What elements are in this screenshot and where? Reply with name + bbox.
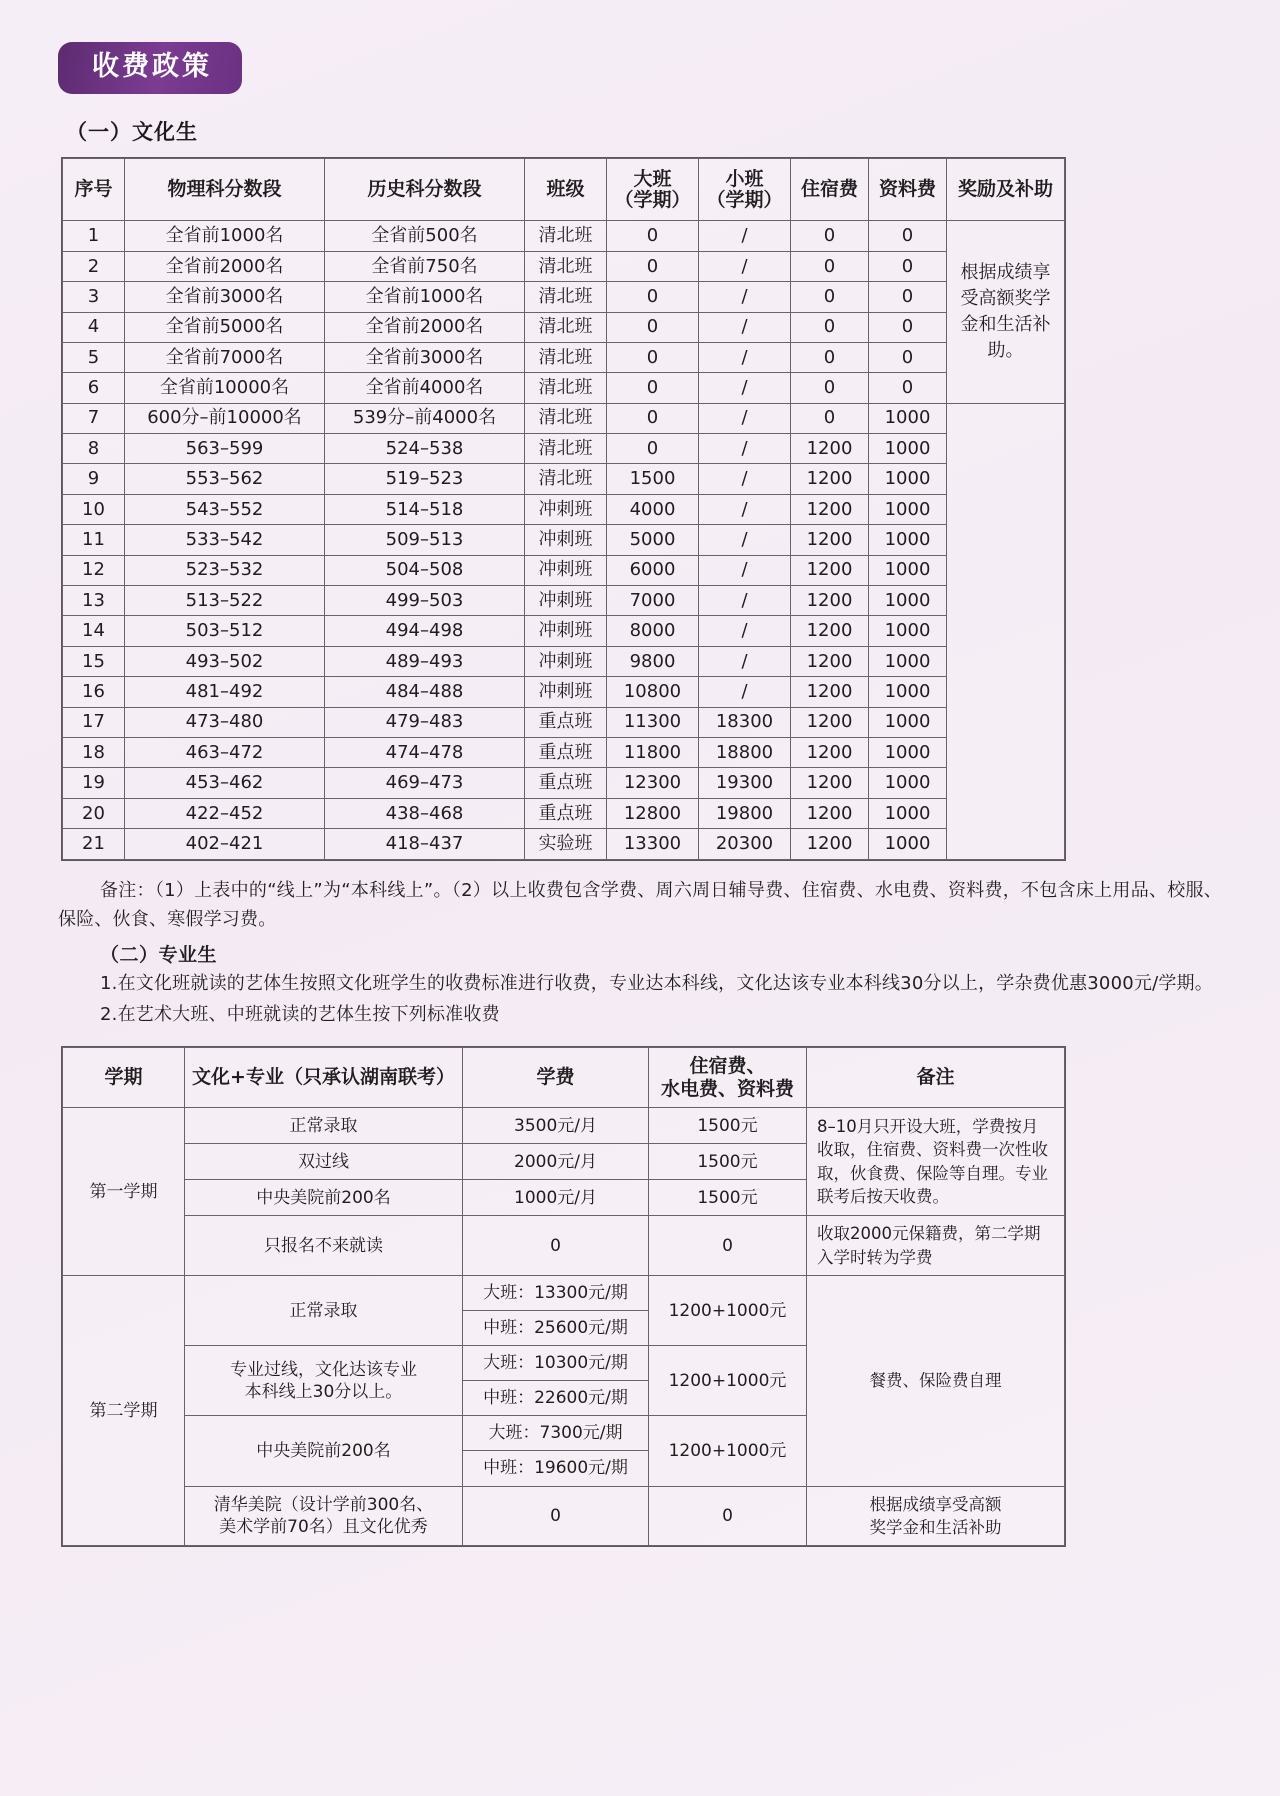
cell-big-class: 12800 bbox=[607, 798, 699, 828]
cell-material-fee: 1000 bbox=[869, 707, 947, 737]
cell-physics: 453–462 bbox=[125, 768, 325, 798]
cell-tuition-big-class: 大班：10300元/期 bbox=[463, 1346, 648, 1381]
cell-small-class: 19800 bbox=[699, 798, 791, 828]
cell-material-fee: 0 bbox=[869, 373, 947, 403]
table-row bbox=[63, 1108, 1065, 1144]
cell-remark-line2: 奖学金和生活补助 bbox=[869, 1518, 1002, 1537]
cell-material-fee: 0 bbox=[869, 342, 947, 372]
cell-big-class: 5000 bbox=[607, 525, 699, 555]
cell-dorm-fee: 1200 bbox=[791, 646, 869, 676]
cell-big-class: 10800 bbox=[607, 677, 699, 707]
cell-history: 全省前3000名 bbox=[325, 342, 525, 372]
cell-small-class: / bbox=[699, 312, 791, 342]
cell-condition: 中央美院前200名 bbox=[185, 1180, 463, 1216]
cell-small-class: / bbox=[699, 373, 791, 403]
cell-no: 2 bbox=[63, 251, 125, 281]
cell-big-class: 0 bbox=[607, 251, 699, 281]
cell-small-class: 18800 bbox=[699, 737, 791, 767]
col-header-small-class-line2: （学期） bbox=[706, 188, 783, 211]
cell-dorm-fee: 0 bbox=[791, 373, 869, 403]
section-badge: 收费政策 bbox=[58, 42, 242, 94]
cell-small-class: 18300 bbox=[699, 707, 791, 737]
cell-physics: 全省前1000名 bbox=[125, 221, 325, 251]
cell-physics: 全省前10000名 bbox=[125, 373, 325, 403]
cell-class: 清北班 bbox=[525, 282, 607, 312]
cell-no: 10 bbox=[63, 494, 125, 524]
table-row bbox=[63, 646, 1065, 676]
cell-history: 524–538 bbox=[325, 434, 525, 464]
cell-history: 全省前500名 bbox=[325, 221, 525, 251]
cell-reward-empty bbox=[947, 403, 1065, 859]
cell-tuition-split bbox=[463, 1416, 649, 1486]
cell-condition-line2: 美术学前70名）且文化优秀 bbox=[219, 1517, 428, 1537]
cell-class: 冲刺班 bbox=[525, 525, 607, 555]
table-row bbox=[63, 737, 1065, 767]
table-row bbox=[63, 282, 1065, 312]
cell-no: 5 bbox=[63, 342, 125, 372]
cell-class: 重点班 bbox=[525, 737, 607, 767]
cell-tuition-big-class: 大班：7300元/期 bbox=[463, 1416, 648, 1451]
cell-remark-first-term: 8–10月只开设大班，学费按月收取，住宿费、资料费一次性收取，伙食费、保险等自理。专业联考后按天收费。 bbox=[807, 1108, 1065, 1216]
cell-dorm-fee: 1200 bbox=[791, 768, 869, 798]
cell-dorm-fee: 0 bbox=[791, 403, 869, 433]
cell-physics: 402–421 bbox=[125, 829, 325, 859]
cell-dorm-fee: 1200 bbox=[791, 616, 869, 646]
cell-small-class: / bbox=[699, 494, 791, 524]
cell-lodging: 1200+1000元 bbox=[649, 1416, 807, 1486]
cell-lodging: 1200+1000元 bbox=[649, 1346, 807, 1416]
col-header-reward: 奖励及补助 bbox=[947, 159, 1065, 221]
cell-small-class: 19300 bbox=[699, 768, 791, 798]
cell-small-class: / bbox=[699, 525, 791, 555]
cell-history: 469–473 bbox=[325, 768, 525, 798]
cell-class: 清北班 bbox=[525, 464, 607, 494]
subsection-heading-major: （二）专业生 bbox=[100, 943, 218, 966]
table-row bbox=[63, 616, 1065, 646]
cell-condition bbox=[185, 1486, 463, 1546]
col-header-big-class-line1: 大班 bbox=[633, 167, 672, 190]
cell-material-fee: 1000 bbox=[869, 768, 947, 798]
cell-class: 实验班 bbox=[525, 829, 607, 859]
cell-no: 9 bbox=[63, 464, 125, 494]
cell-dorm-fee: 1200 bbox=[791, 586, 869, 616]
cell-big-class: 8000 bbox=[607, 616, 699, 646]
cell-class: 冲刺班 bbox=[525, 555, 607, 585]
cell-no: 19 bbox=[63, 768, 125, 798]
cell-physics: 全省前2000名 bbox=[125, 251, 325, 281]
col-header-lodging-line1: 住宿费、 bbox=[689, 1054, 766, 1077]
section-badge-wrap bbox=[58, 0, 1222, 94]
cell-class: 清北班 bbox=[525, 373, 607, 403]
cell-no: 20 bbox=[63, 798, 125, 828]
cell-class: 冲刺班 bbox=[525, 586, 607, 616]
col-header-no: 序号 bbox=[63, 159, 125, 221]
cell-history: 474–478 bbox=[325, 737, 525, 767]
cell-material-fee: 1000 bbox=[869, 403, 947, 433]
cell-no: 1 bbox=[63, 221, 125, 251]
cell-physics: 473–480 bbox=[125, 707, 325, 737]
table-row bbox=[63, 434, 1065, 464]
col-header-physics: 物理科分数段 bbox=[125, 159, 325, 221]
cell-dorm-fee: 0 bbox=[791, 221, 869, 251]
col-header-remark: 备注 bbox=[807, 1048, 1065, 1108]
cell-big-class: 0 bbox=[607, 342, 699, 372]
cell-history: 全省前4000名 bbox=[325, 373, 525, 403]
cell-small-class: / bbox=[699, 251, 791, 281]
cell-condition-line1: 清华美院（设计学前300名、 bbox=[213, 1494, 434, 1515]
cell-remark-deposit: 收取2000元保籍费，第二学期入学时转为学费 bbox=[807, 1216, 1065, 1276]
cell-physics: 503–512 bbox=[125, 616, 325, 646]
cell-history: 509–513 bbox=[325, 525, 525, 555]
table-row bbox=[63, 1216, 1065, 1276]
cell-big-class: 0 bbox=[607, 434, 699, 464]
cell-condition-line2: 本科线上30分以上。 bbox=[244, 1381, 403, 1402]
cell-no: 13 bbox=[63, 586, 125, 616]
cell-physics: 493–502 bbox=[125, 646, 325, 676]
cell-material-fee: 1000 bbox=[869, 616, 947, 646]
cell-tuition: 1000元/月 bbox=[463, 1180, 649, 1216]
col-header-small-class-line1: 小班 bbox=[725, 167, 764, 190]
note-item-2: 2.在艺术大班、中班就读的艺体生按下列标准收费 bbox=[100, 1004, 500, 1026]
col-header-big-class-line2: （学期） bbox=[614, 188, 691, 211]
note-item-1: 1.在文化班就读的艺体生按照文化班学生的收费标准进行收费，专业达本科线，文化达该专业本科线30分以上，学杂费优惠3000元/学期。 bbox=[100, 972, 1213, 994]
table-row bbox=[63, 373, 1065, 403]
cell-physics: 481–492 bbox=[125, 677, 325, 707]
cell-small-class: 20300 bbox=[699, 829, 791, 859]
cell-history: 494–498 bbox=[325, 616, 525, 646]
cell-no: 14 bbox=[63, 616, 125, 646]
cell-no: 11 bbox=[63, 525, 125, 555]
table-row bbox=[63, 221, 1065, 251]
cell-material-fee: 1000 bbox=[869, 464, 947, 494]
cell-big-class: 1500 bbox=[607, 464, 699, 494]
cell-no: 4 bbox=[63, 312, 125, 342]
cell-history: 489–493 bbox=[325, 646, 525, 676]
table-row bbox=[63, 403, 1065, 433]
cell-history: 499–503 bbox=[325, 586, 525, 616]
cell-physics: 553–562 bbox=[125, 464, 325, 494]
cell-class: 清北班 bbox=[525, 251, 607, 281]
remark-paragraph: 备注：（1）上表中的“线上”为“本科线上”。（2）以上收费包含学费、周六周日辅导费、住宿费、水电费、资料费，不包含床上用品、校服、保险、伙食、寒假学习费。 bbox=[58, 879, 1222, 930]
cell-no: 8 bbox=[63, 434, 125, 464]
cell-dorm-fee: 0 bbox=[791, 251, 869, 281]
cell-condition: 中央美院前200名 bbox=[185, 1416, 463, 1486]
col-header-dorm-fee: 住宿费 bbox=[791, 159, 869, 221]
cell-remark-line1: 根据成绩享受高额 bbox=[869, 1494, 1002, 1514]
cell-lodging: 1500元 bbox=[649, 1108, 807, 1144]
cell-dorm-fee: 1200 bbox=[791, 464, 869, 494]
cell-small-class: / bbox=[699, 586, 791, 616]
col-header-material-fee: 资料费 bbox=[869, 159, 947, 221]
cell-tuition: 0 bbox=[463, 1216, 649, 1276]
cell-small-class: / bbox=[699, 646, 791, 676]
cell-small-class: / bbox=[699, 403, 791, 433]
cell-dorm-fee: 1200 bbox=[791, 707, 869, 737]
cell-material-fee: 1000 bbox=[869, 586, 947, 616]
col-header-term: 学期 bbox=[63, 1048, 185, 1108]
cell-lodging: 1500元 bbox=[649, 1144, 807, 1180]
cell-condition: 正常录取 bbox=[185, 1276, 463, 1346]
cell-material-fee: 0 bbox=[869, 251, 947, 281]
cell-condition bbox=[185, 1346, 463, 1416]
cell-tuition-split bbox=[463, 1276, 649, 1346]
cell-big-class: 0 bbox=[607, 373, 699, 403]
cell-physics: 513–522 bbox=[125, 586, 325, 616]
cell-material-fee: 0 bbox=[869, 221, 947, 251]
cell-dorm-fee: 1200 bbox=[791, 798, 869, 828]
cell-term-second: 第二学期 bbox=[63, 1276, 185, 1546]
cell-material-fee: 1000 bbox=[869, 677, 947, 707]
cell-class: 冲刺班 bbox=[525, 616, 607, 646]
cell-dorm-fee: 1200 bbox=[791, 829, 869, 859]
cell-dorm-fee: 0 bbox=[791, 312, 869, 342]
cell-history: 539分–前4000名 bbox=[325, 403, 525, 433]
cell-history: 全省前2000名 bbox=[325, 312, 525, 342]
cell-condition-line1: 专业过线，文化达该专业 bbox=[230, 1359, 417, 1380]
cell-tuition-mid-class: 中班：25600元/期 bbox=[483, 1318, 628, 1339]
cell-big-class: 11800 bbox=[607, 737, 699, 767]
table-row bbox=[63, 707, 1065, 737]
table-row bbox=[63, 312, 1065, 342]
cell-big-class: 0 bbox=[607, 312, 699, 342]
cell-no: 6 bbox=[63, 373, 125, 403]
table-row bbox=[63, 525, 1065, 555]
cell-tuition: 0 bbox=[463, 1486, 649, 1546]
cell-lodging: 0 bbox=[649, 1216, 807, 1276]
cell-history: 519–523 bbox=[325, 464, 525, 494]
cell-class: 冲刺班 bbox=[525, 677, 607, 707]
table-row bbox=[63, 768, 1065, 798]
col-header-history: 历史科分数段 bbox=[325, 159, 525, 221]
cell-history: 484–488 bbox=[325, 677, 525, 707]
cell-condition: 只报名不来就读 bbox=[185, 1216, 463, 1276]
cell-big-class: 0 bbox=[607, 282, 699, 312]
cell-small-class: / bbox=[699, 555, 791, 585]
cell-physics: 600分–前10000名 bbox=[125, 403, 325, 433]
cell-material-fee: 1000 bbox=[869, 525, 947, 555]
cell-big-class: 6000 bbox=[607, 555, 699, 585]
table-row bbox=[63, 555, 1065, 585]
cell-small-class: / bbox=[699, 342, 791, 372]
table-header-row bbox=[63, 159, 1065, 221]
col-header-condition: 文化+专业（只承认湖南联考） bbox=[185, 1048, 463, 1108]
cell-tuition-big-class: 大班：13300元/期 bbox=[463, 1276, 648, 1311]
cell-lodging: 1500元 bbox=[649, 1180, 807, 1216]
cell-material-fee: 0 bbox=[869, 312, 947, 342]
cell-small-class: / bbox=[699, 282, 791, 312]
cell-no: 18 bbox=[63, 737, 125, 767]
cell-history: 全省前750名 bbox=[325, 251, 525, 281]
cell-class: 清北班 bbox=[525, 434, 607, 464]
cell-history: 418–437 bbox=[325, 829, 525, 859]
cell-history: 438–468 bbox=[325, 798, 525, 828]
cell-reward-note: 根据成绩享受高额奖学金和生活补助。 bbox=[947, 221, 1065, 403]
cell-remark-second-term: 餐费、保险费自理 bbox=[807, 1276, 1065, 1487]
cell-physics: 全省前3000名 bbox=[125, 282, 325, 312]
cell-dorm-fee: 1200 bbox=[791, 434, 869, 464]
cell-big-class: 11300 bbox=[607, 707, 699, 737]
cell-class: 清北班 bbox=[525, 403, 607, 433]
cell-history: 全省前1000名 bbox=[325, 282, 525, 312]
major-student-fee-table bbox=[62, 1047, 1065, 1546]
cell-small-class: / bbox=[699, 434, 791, 464]
table-row bbox=[63, 342, 1065, 372]
cell-material-fee: 1000 bbox=[869, 434, 947, 464]
cell-big-class: 12300 bbox=[607, 768, 699, 798]
cell-small-class: / bbox=[699, 221, 791, 251]
table-row bbox=[63, 1276, 1065, 1346]
cell-term-first: 第一学期 bbox=[63, 1108, 185, 1276]
cell-tuition-mid-class: 中班：22600元/期 bbox=[483, 1388, 628, 1409]
table-row bbox=[63, 829, 1065, 859]
cell-physics: 全省前7000名 bbox=[125, 342, 325, 372]
cell-physics: 563–599 bbox=[125, 434, 325, 464]
cell-dorm-fee: 1200 bbox=[791, 525, 869, 555]
cell-big-class: 9800 bbox=[607, 646, 699, 676]
cell-small-class: / bbox=[699, 677, 791, 707]
col-header-tuition: 学费 bbox=[463, 1048, 649, 1108]
col-header-big-class bbox=[607, 159, 699, 221]
cell-big-class: 4000 bbox=[607, 494, 699, 524]
cell-remark-scholarship bbox=[807, 1486, 1065, 1546]
cell-class: 重点班 bbox=[525, 798, 607, 828]
cell-material-fee: 0 bbox=[869, 282, 947, 312]
cell-material-fee: 1000 bbox=[869, 555, 947, 585]
table-row bbox=[63, 464, 1065, 494]
cell-big-class: 0 bbox=[607, 403, 699, 433]
cell-tuition-mid-class: 中班：19600元/期 bbox=[483, 1458, 628, 1479]
cell-lodging: 0 bbox=[649, 1486, 807, 1546]
cell-dorm-fee: 1200 bbox=[791, 494, 869, 524]
cell-physics: 543–552 bbox=[125, 494, 325, 524]
cell-dorm-fee: 1200 bbox=[791, 555, 869, 585]
cell-dorm-fee: 1200 bbox=[791, 677, 869, 707]
cell-physics: 422–452 bbox=[125, 798, 325, 828]
table-row bbox=[63, 798, 1065, 828]
cell-tuition-split bbox=[463, 1346, 649, 1416]
cell-no: 15 bbox=[63, 646, 125, 676]
table-row bbox=[63, 586, 1065, 616]
cell-small-class: / bbox=[699, 616, 791, 646]
cell-class: 清北班 bbox=[525, 312, 607, 342]
cell-physics: 463–472 bbox=[125, 737, 325, 767]
cell-small-class: / bbox=[699, 464, 791, 494]
cell-class: 重点班 bbox=[525, 768, 607, 798]
cell-material-fee: 1000 bbox=[869, 829, 947, 859]
subsection-heading-cultural: （一）文化生 bbox=[66, 120, 198, 145]
cell-lodging: 1200+1000元 bbox=[649, 1276, 807, 1346]
table2-body bbox=[63, 1108, 1065, 1546]
cell-physics: 全省前5000名 bbox=[125, 312, 325, 342]
cell-big-class: 13300 bbox=[607, 829, 699, 859]
cell-big-class: 0 bbox=[607, 221, 699, 251]
table2-header-row bbox=[63, 1048, 1065, 1108]
cell-material-fee: 1000 bbox=[869, 798, 947, 828]
cell-physics: 523–532 bbox=[125, 555, 325, 585]
col-header-lodging-line2: 水电费、资料费 bbox=[660, 1077, 794, 1100]
cell-no: 7 bbox=[63, 403, 125, 433]
cell-dorm-fee: 0 bbox=[791, 342, 869, 372]
cell-history: 504–508 bbox=[325, 555, 525, 585]
cell-class: 清北班 bbox=[525, 342, 607, 372]
cell-class: 清北班 bbox=[525, 221, 607, 251]
cell-tuition: 3500元/月 bbox=[463, 1108, 649, 1144]
table-row bbox=[63, 494, 1065, 524]
cultural-student-fee-table bbox=[62, 158, 1065, 859]
cell-dorm-fee: 0 bbox=[791, 282, 869, 312]
cell-big-class: 7000 bbox=[607, 586, 699, 616]
table-row bbox=[63, 251, 1065, 281]
cell-dorm-fee: 1200 bbox=[791, 737, 869, 767]
cell-no: 17 bbox=[63, 707, 125, 737]
cell-history: 514–518 bbox=[325, 494, 525, 524]
cell-history: 479–483 bbox=[325, 707, 525, 737]
cell-material-fee: 1000 bbox=[869, 646, 947, 676]
cell-condition: 双过线 bbox=[185, 1144, 463, 1180]
cell-no: 3 bbox=[63, 282, 125, 312]
cell-no: 12 bbox=[63, 555, 125, 585]
cell-class: 冲刺班 bbox=[525, 494, 607, 524]
cell-class: 冲刺班 bbox=[525, 646, 607, 676]
cell-material-fee: 1000 bbox=[869, 494, 947, 524]
cell-tuition: 2000元/月 bbox=[463, 1144, 649, 1180]
cell-no: 16 bbox=[63, 677, 125, 707]
col-header-class: 班级 bbox=[525, 159, 607, 221]
col-header-small-class bbox=[699, 159, 791, 221]
cell-condition: 正常录取 bbox=[185, 1108, 463, 1144]
table-body bbox=[63, 221, 1065, 859]
cell-no: 21 bbox=[63, 829, 125, 859]
table-row bbox=[63, 677, 1065, 707]
cell-physics: 533–542 bbox=[125, 525, 325, 555]
cell-material-fee: 1000 bbox=[869, 737, 947, 767]
col-header-lodging bbox=[649, 1048, 807, 1108]
table-row bbox=[63, 1486, 1065, 1546]
cell-class: 重点班 bbox=[525, 707, 607, 737]
